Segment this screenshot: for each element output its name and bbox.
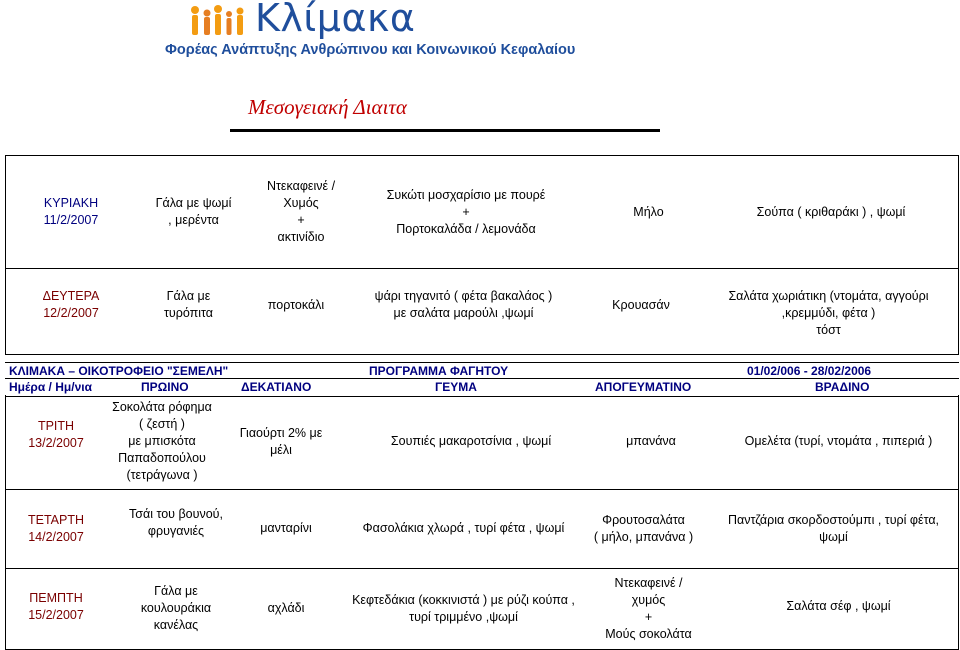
lunch-cell: Συκώτι μοσχαρίσιο με πουρέ + Πορτοκαλάδα / λεμονάδα — [386, 187, 546, 236]
lunch-cell: Φασολάκια χλωρά , τυρί φέτα , ψωμί — [362, 521, 565, 535]
breakfast-cell: Τσάι του βουνού, φρυγανιές — [129, 507, 223, 538]
dinner-cell: Σαλάτα σέφ , ψωμί — [786, 599, 891, 613]
column-header-dinner: ΒΡΑΔΙΝΟ — [815, 380, 870, 394]
snack-cell: πορτοκάλι — [267, 297, 325, 312]
snack-cell: Γιαούρτι 2% με μέλι — [239, 425, 323, 457]
breakfast-cell: Γάλα με κουλουράκια κανέλας — [140, 584, 212, 632]
page-title: Μεσογειακή Διαιτα — [248, 95, 407, 119]
column-header-afternoon: ΑΠΟΓΕΥΜΑΤΙΝΟ — [595, 380, 692, 394]
logo-tagline: Φορέας Ανάπτυξης Ανθρώπινου και Κοινωνικού Κεφαλαίου — [165, 42, 576, 58]
snack-cell: μανταρίνι — [260, 521, 312, 535]
program-period: 01/02/006 - 28/02/2006 — [747, 364, 872, 378]
snack-cell: Ντεκαφεινέ / Χυμός + ακτινίδιο — [266, 179, 336, 244]
logo — [165, 0, 576, 68]
afternoon-cell: μπανάνα — [626, 434, 676, 448]
day-cell: ΠΕΜΠΤΗ 15/2/2007 — [28, 590, 84, 622]
dinner-cell: Παντζάρια σκορδοστούμπι , τυρί φέτα, ψωμί — [727, 512, 940, 544]
table-row — [5, 155, 959, 269]
lunch-cell: ψάρι τηγανιτό ( φέτα βακαλάος ) με σαλάτα μαρούλι ,ψωμί — [374, 289, 553, 320]
snack-cell: αχλάδι — [267, 601, 305, 615]
org-name: ΚΛΙΜΑΚΑ – ΟΙΚΟΤΡΟΦΕΙΟ "ΣΕΜΕΛΗ" — [9, 364, 229, 378]
program-title: ΠΡΟΓΡΑΜΜΑ ΦΑΓΗΤΟΥ — [369, 364, 509, 378]
afternoon-cell: Ντεκαφεινέ / χυμός + Μούς σοκολάτα — [605, 575, 692, 641]
day-cell: ΔΕΥΤΕΡΑ 12/2/2007 — [42, 289, 100, 320]
day-cell: ΤΡΙΤΗ 13/2/2007 — [28, 419, 84, 450]
column-header-snack: ΔΕΚΑΤΙΑΝΟ — [241, 380, 312, 394]
table-row — [5, 395, 959, 490]
breakfast-cell: Σοκολάτα ρόφημα ( ζεστή ) με μπισκότα Παπαδοπούλου (τετράγωνα ) — [112, 400, 212, 482]
lunch-cell: Κεφτεδάκια (κοκκινιστά ) με ρύζι κούπα , τυρί τριμμένο ,ψωμί — [352, 592, 575, 624]
table-row — [5, 569, 959, 650]
people-logo-icon — [187, 4, 249, 40]
breakfast-cell: Γάλα με ψωμί , μερέντα — [155, 196, 232, 227]
afternoon-cell: Κρουασάν — [612, 297, 670, 312]
column-header-breakfast: ΠΡΩΙΝΟ — [141, 380, 189, 394]
program-header — [5, 362, 959, 379]
breakfast-cell: Γάλα με τυρόπιτα — [163, 289, 214, 320]
title-underline — [230, 129, 660, 132]
dinner-cell: Σαλάτα χωριάτικη (ντομάτα, αγγούρι ,κρεμμύδι, φέτα ) τόστ — [728, 288, 929, 337]
day-cell: ΚΥΡΙΑΚΗ 11/2/2007 — [43, 196, 99, 227]
logo-brand-text: Κλίμακα — [255, 0, 416, 40]
table-row — [5, 490, 959, 569]
dinner-cell: Ομελέτα (τυρί, ντομάτα , πιπεριά ) — [744, 434, 933, 448]
afternoon-cell: Μήλο — [633, 204, 664, 219]
dinner-cell: Σούπα ( κριθαράκι ) , ψωμί — [756, 204, 906, 219]
day-cell: ΤΕΤΑΡΤΗ 14/2/2007 — [27, 512, 85, 544]
table-row — [5, 269, 959, 355]
column-header-lunch: ΓΕΥΜΑ — [435, 380, 477, 394]
column-header-day: Ημέρα / Ημ/νια — [9, 380, 92, 394]
afternoon-cell: Φρουτοσαλάτα ( μήλο, μπανάνα ) — [593, 512, 694, 544]
lunch-cell: Σουπιές μακαροτσίνια , ψωμί — [390, 434, 552, 448]
